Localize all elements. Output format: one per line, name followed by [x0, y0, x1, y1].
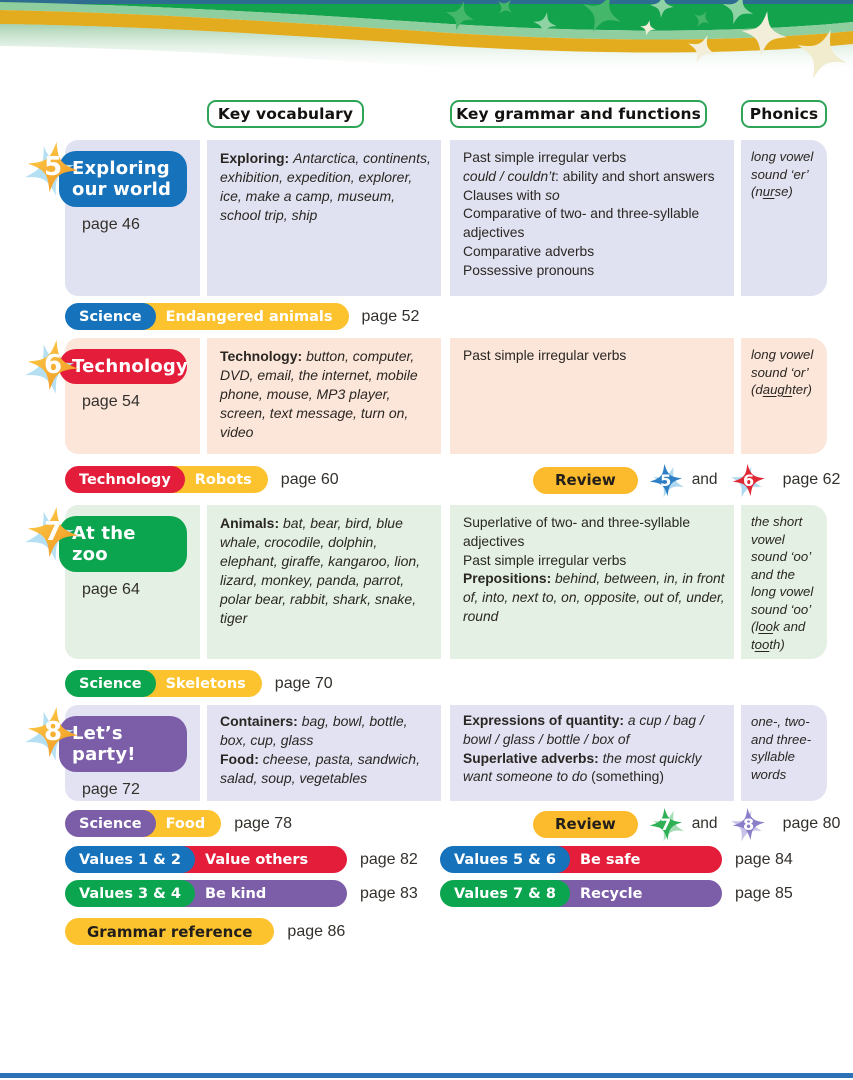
unit-page-number: page 64	[82, 581, 140, 599]
unit-number: 5	[43, 152, 63, 182]
values-7-8-row	[440, 880, 793, 907]
values-tag-pill: Values 5 & 6	[440, 846, 570, 873]
grammar-line: Prepositions: behind, between, in, in front of, into, next to, on, opposite, out of, under, round	[463, 571, 725, 624]
review-pill: Review	[533, 467, 638, 494]
grammar-line: Comparative adverbs	[463, 243, 595, 259]
grammar-reference-row	[65, 918, 345, 945]
review-7-8-row	[533, 803, 840, 845]
vocab-words: bat, bear, bird, blue whale, crocodile, dolphin, elephant, giraffe, kangaroo, lion, lizard, monkey, panda, parrot, polar bear, rabbit, shark, snake, tiger	[220, 515, 421, 627]
page-number: page 80	[782, 815, 841, 832]
review-pill: Review	[533, 811, 638, 838]
unit-title-badge: Exploring our world	[59, 151, 187, 207]
unit-5-title-cell	[43, 140, 200, 296]
page-number: page 84	[734, 850, 793, 868]
unit-6-phonics-cell: long vowel sound ‘or’ (daughter)	[741, 338, 827, 454]
grammar-line: Comparative of two- and three-syllable adjectives	[463, 206, 700, 240]
grammar-line: Past simple irregular verbs	[463, 552, 627, 568]
page-number: page 60	[280, 470, 339, 488]
vocab-words: Antarctica, continents, exhibition, expedition, explorer, ice, make a camp, museum, school trip, ship	[220, 150, 431, 224]
review-star-6-icon: 6	[728, 459, 770, 501]
topic-pill: Skeletons	[130, 670, 262, 697]
vocab-words: cheese, pasta, sandwich, salad, soup, vegetables	[220, 751, 420, 787]
unit-5-phonics-cell: long vowel sound ‘er’ (nurse)	[741, 140, 827, 296]
unit-7-vocabulary-cell	[207, 505, 441, 659]
vocab-label: Exploring:	[220, 150, 290, 166]
top-wave-banner	[0, 0, 853, 125]
unit-8-grammar-cell	[450, 705, 734, 801]
unit-8-title-cell	[43, 705, 200, 801]
unit-6-vocabulary-cell	[207, 338, 441, 454]
values-3-4-row	[65, 880, 418, 907]
grammar-line: Past simple irregular verbs	[463, 348, 627, 363]
header-key-grammar: Key grammar and functions	[450, 100, 707, 128]
vocab-words: button, computer, DVD, email, the internet, mobile phone, mouse, MP3 player, screen, text message, turn on, video	[220, 348, 418, 441]
review-star-5-icon: 5	[645, 459, 687, 501]
vocab-label: Containers:	[220, 713, 298, 729]
unit-7-phonics-cell: the short vowel sound ‘oo’ and the long vowel sound ‘oo’ (look and tooth)	[741, 505, 827, 659]
unit-5-vocabulary-cell	[207, 140, 441, 296]
page-number: page 52	[361, 307, 420, 325]
values-tag-pill: Values 3 & 4	[65, 880, 195, 907]
review-star-8-icon: 8	[728, 803, 770, 845]
unit-page-number: page 46	[82, 216, 140, 234]
review-star-7-icon: 7	[645, 803, 687, 845]
page-number: page 85	[734, 884, 793, 902]
unit-6-grammar-cell	[450, 338, 734, 454]
unit-number: 7	[43, 517, 63, 547]
values-topic-pill: Recycle	[544, 880, 722, 907]
vocab-words: bag, bowl, bottle, box, cup, glass	[220, 713, 408, 749]
grammar-line: Possessive pronouns	[463, 262, 595, 278]
topic-pill: Robots	[159, 466, 268, 493]
unit-8-vocabulary-cell	[207, 705, 441, 801]
values-topic-pill: Be safe	[544, 846, 722, 873]
page-number: page 70	[274, 674, 333, 692]
values-tag-pill: Values 7 & 8	[440, 880, 570, 907]
grammar-line: want someone to do (something)	[463, 769, 664, 785]
technology-tag-pill: Technology	[65, 466, 185, 493]
science-tag-pill: Science	[65, 670, 156, 697]
page-number: page 83	[359, 884, 418, 902]
science-endangered-animals-row	[65, 303, 419, 330]
values-tag-pill: Values 1 & 2	[65, 846, 195, 873]
topic-pill: Endangered animals	[130, 303, 349, 330]
unit-number: 6	[43, 350, 63, 380]
page-number: page 82	[359, 850, 418, 868]
grammar-line: Clauses with so	[463, 187, 560, 203]
science-tag-pill: Science	[65, 810, 156, 837]
vocab-label: Technology:	[220, 348, 303, 364]
unit-page-number: page 54	[82, 393, 140, 411]
grammar-line: could / couldn’t: ability and short answers	[463, 168, 715, 184]
and-label: and	[691, 815, 718, 832]
topic-pill: Food	[130, 810, 222, 837]
unit-title-badge: Technology	[59, 349, 187, 384]
unit-row-8	[0, 705, 853, 801]
unit-title-badge: At the zoo	[59, 516, 187, 572]
and-label: and	[691, 471, 718, 488]
unit-7-title-cell	[43, 505, 200, 659]
unit-row-6	[0, 338, 853, 454]
unit-row-7	[0, 505, 853, 659]
page-number: page 62	[782, 471, 841, 488]
unit-7-grammar-cell	[450, 505, 734, 659]
science-tag-pill: Science	[65, 303, 156, 330]
unit-row-5	[0, 140, 853, 296]
science-food-row	[65, 810, 292, 837]
values-topic-pill: Value others	[169, 846, 347, 873]
technology-robots-row	[65, 466, 339, 493]
grammar-reference-pill: Grammar reference	[65, 918, 274, 945]
grammar-line: Past simple irregular verbs	[463, 150, 627, 165]
review-5-6-row	[533, 459, 840, 501]
grammar-line: Superlative of two- and three-syllable adjectives	[463, 515, 691, 549]
grammar-line: Superlative adverbs: the most quickly	[463, 750, 702, 766]
science-skeletons-row	[65, 670, 333, 697]
page-number: page 86	[287, 922, 346, 940]
bottom-wave-line	[0, 1073, 853, 1078]
values-topic-pill: Be kind	[169, 880, 347, 907]
page-number: page 78	[234, 814, 293, 832]
unit-8-phonics-cell: one-, two- and three-syllable words	[741, 705, 827, 801]
grammar-line: Expressions of quantity: a cup / bag / bowl / glass / bottle / box of	[463, 713, 704, 747]
vocab-label: Food:	[220, 751, 259, 768]
unit-title-badge: Let’s party!	[59, 716, 187, 772]
unit-number: 8	[43, 717, 63, 747]
unit-6-title-cell	[43, 338, 200, 454]
unit-5-grammar-cell	[450, 140, 734, 296]
header-key-vocabulary: Key vocabulary	[207, 100, 364, 128]
header-phonics: Phonics	[741, 100, 827, 128]
values-5-6-row	[440, 846, 793, 873]
unit-page-number: page 72	[82, 781, 140, 799]
vocab-label: Animals:	[220, 515, 280, 531]
values-1-2-row	[65, 846, 418, 873]
